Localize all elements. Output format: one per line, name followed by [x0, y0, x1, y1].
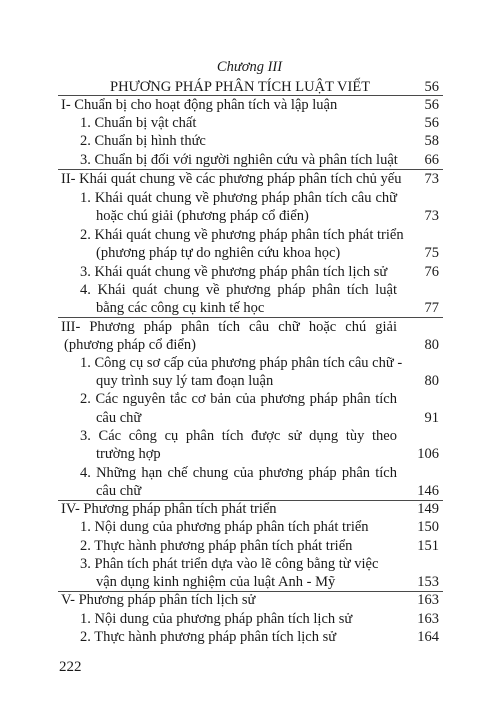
toc-item-title: 1. Công cụ sơ cấp của phương pháp phân tích câu chữ -	[80, 355, 403, 371]
toc-item-title: (phương pháp tự do nghiên cứu khoa học)	[96, 245, 341, 261]
toc-page-number: 80	[424, 373, 439, 389]
toc-page-number: 91	[424, 410, 439, 426]
toc-page-number: 56	[424, 97, 439, 113]
toc-page-number: 150	[417, 519, 439, 535]
toc-item-title: quy trình suy lý tam đoạn luận	[96, 373, 274, 389]
toc-page-number: 164	[417, 629, 439, 645]
toc-page-number: 80	[424, 337, 439, 353]
toc-page-number: 146	[417, 483, 439, 499]
toc-item-title: 2. Thực hành phương pháp phân tích phát triển	[80, 538, 353, 554]
toc-item-title: 1. Khái quát chung về phương pháp phân tích câu chữ	[80, 190, 397, 206]
chapter-title-row	[110, 78, 390, 96]
toc-page-number: 76	[424, 264, 439, 280]
toc-page-number: 163	[417, 592, 439, 608]
toc-item-title: câu chữ	[96, 410, 142, 426]
toc-page-number: 153	[417, 574, 439, 590]
toc-page-number: 66	[424, 152, 439, 168]
toc-page-number: 56	[424, 115, 439, 131]
chapter-title: PHƯƠNG PHÁP PHÂN TÍCH LUẬT VIẾT	[110, 79, 371, 95]
toc-section-title: I- Chuẩn bị cho hoạt động phân tích và lập luận	[61, 97, 338, 113]
toc-page-number: 75	[424, 245, 439, 261]
chapter-label: Chương III	[216, 59, 283, 75]
toc-page-number: 149	[417, 501, 439, 517]
toc-section-title: III- Phương pháp phân tích câu chữ hoặc chú giải	[61, 319, 397, 335]
toc-item-title: bằng các công cụ kinh tế học	[96, 300, 265, 316]
toc-page-number: 73	[424, 171, 439, 187]
toc-item-title: vận dụng kinh nghiệm của luật Anh - Mỹ	[96, 574, 336, 590]
chapter-title-page: 56	[424, 79, 439, 95]
toc-item-title: 2. Chuẩn bị hình thức	[80, 133, 206, 149]
toc-item-title: 3. Chuẩn bị đối với người nghiên cứu và phân tích luật	[80, 152, 398, 168]
toc-item-title: 2. Thực hành phương pháp phân tích lịch sử	[80, 629, 337, 645]
toc-item-title: 4. Những hạn chế chung của phương pháp phân tích	[80, 465, 397, 481]
toc-item-title: 1. Chuẩn bị vật chất	[80, 115, 197, 131]
toc-section-title: II- Khái quát chung về các phương pháp phân tích chủ yếu	[61, 171, 402, 187]
toc-item-title: 1. Nội dung của phương pháp phân tích phát triển	[80, 519, 369, 535]
toc-item-title: 3. Khái quát chung về phương pháp phân tích lịch sử	[80, 264, 388, 280]
toc-item-title: 2. Các nguyên tắc cơ bản của phương pháp phân tích	[80, 391, 397, 407]
toc-item-title: trường hợp	[96, 446, 161, 462]
footer-page-number: 222	[59, 659, 82, 675]
toc-item-title: hoặc chú giải (phương pháp cổ điển)	[96, 208, 309, 224]
toc-section-title: IV- Phương pháp phân tích phát triển	[61, 501, 277, 517]
toc-page-number: 58	[424, 133, 439, 149]
toc-page-number: 163	[417, 611, 439, 627]
toc-item-title: 3. Các công cụ phân tích được sử dụng tùy theo	[80, 428, 397, 444]
toc-item-title: 3. Phân tích phát triển dựa vào lẽ công bằng từ việc	[80, 556, 379, 572]
toc-item-title: câu chữ	[96, 483, 142, 499]
toc-item-title: (phương pháp cổ điển)	[64, 337, 196, 353]
toc-item-title: 1. Nội dung của phương pháp phân tích lịch sử	[80, 611, 353, 627]
toc-page-number: 73	[424, 208, 439, 224]
toc-item-title: 4. Khái quát chung về phương pháp phân tích luật	[80, 282, 397, 298]
toc-page-number: 77	[424, 300, 439, 316]
toc-page-number: 106	[417, 446, 439, 462]
toc-page-number: 151	[417, 538, 439, 554]
toc-section-title: V- Phương pháp phân tích lịch sử	[61, 592, 256, 608]
toc-item-title: 2. Khái quát chung về phương pháp phân tích phát triển	[80, 227, 404, 243]
